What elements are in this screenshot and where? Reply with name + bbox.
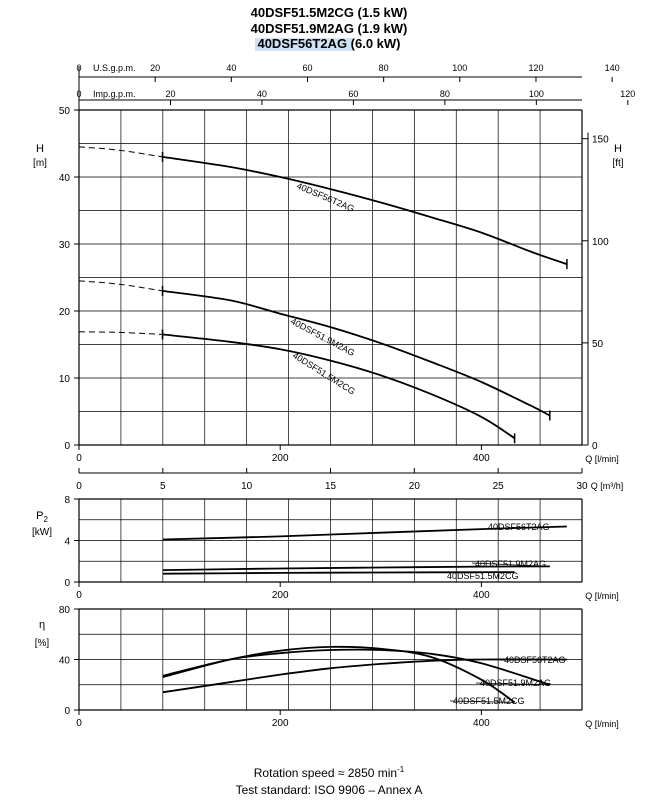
x-axis-label: Q [l/min] bbox=[585, 454, 619, 464]
head-curve-label: 40DSF51.5M2CG bbox=[290, 350, 357, 397]
head-yunit: [m] bbox=[33, 158, 47, 169]
x-axis-label: Q [l/min] bbox=[585, 591, 619, 601]
y-tick-label: 4 bbox=[64, 536, 70, 548]
power-curve-label: 40DSF56T2AG bbox=[488, 522, 550, 532]
x-tick-label: 400 bbox=[473, 718, 490, 729]
m3h-tick-label: 25 bbox=[492, 481, 504, 492]
y-tick-label: 80 bbox=[58, 605, 70, 616]
y-tick-label: 30 bbox=[58, 240, 70, 251]
title-line-2 bbox=[255, 36, 401, 51]
ft-tick-label: 50 bbox=[592, 338, 604, 350]
head-ylabel-right: H bbox=[614, 143, 622, 155]
y-tick-label: 50 bbox=[58, 106, 70, 117]
m3h-tick-label: 15 bbox=[324, 481, 337, 492]
head-curve-label: 40DSF51.9M2AG bbox=[289, 315, 357, 359]
m3h-tick-label: 30 bbox=[576, 481, 588, 492]
power-ylabel: $P_2$ bbox=[36, 510, 48, 524]
m3h-tick-label: 5 bbox=[160, 481, 166, 492]
x-tick-label: 400 bbox=[473, 590, 490, 601]
chart-title-0: 40DSF51.5M2CG (1.5 kW) bbox=[250, 5, 408, 20]
usgpm-tick-label: 100 bbox=[452, 63, 468, 73]
x-tick-label: 0 bbox=[76, 718, 82, 729]
impgpm-tick-label: 20 bbox=[165, 89, 176, 99]
ft-tick-label: 150 bbox=[592, 134, 609, 146]
title-line-1 bbox=[251, 21, 408, 36]
y-tick-label: 0 bbox=[64, 441, 70, 452]
power-curve-label: 40DSF51.5M2CG bbox=[447, 571, 519, 581]
rotation-speed-note bbox=[0, 765, 658, 780]
eff-curve-label: 40DSF51.9M2AG bbox=[480, 678, 552, 688]
usgpm-tick-label: 60 bbox=[302, 63, 313, 73]
x-tick-label: 200 bbox=[271, 453, 289, 464]
usgpm-tick-label: 120 bbox=[528, 63, 544, 73]
eff-curve-label: 40DSF56T2AG bbox=[504, 655, 566, 665]
ft-tick-label: 100 bbox=[592, 236, 609, 248]
test-standard-note: Test standard: ISO 9906 – Annex A bbox=[235, 783, 423, 797]
head-ylabel: H bbox=[36, 143, 44, 155]
impgpm-tick-label: 60 bbox=[348, 89, 359, 99]
m3h-tick-label: 20 bbox=[408, 481, 420, 492]
head-yunit-right: [ft] bbox=[612, 158, 624, 169]
x-tick-label: 0 bbox=[76, 590, 82, 601]
power-ylabel-sub: 2 bbox=[43, 515, 48, 524]
m3h-tick-label: 10 bbox=[241, 481, 253, 492]
m3h-tick-label: 0 bbox=[76, 481, 82, 492]
power-curve-label: 40DSF51.9M2AG bbox=[475, 559, 547, 569]
chart-title-2: 40DSF56T2AG (6.0 kW) bbox=[257, 36, 401, 51]
title-line-0 bbox=[251, 5, 408, 20]
x-axis-label: Q [l/min] bbox=[585, 719, 619, 729]
power-yunit: [kW] bbox=[32, 527, 52, 538]
y-tick-label: 0 bbox=[64, 706, 70, 717]
rotation-speed-text: Rotation speed ≈ 2850 min bbox=[253, 766, 398, 780]
usgpm-tick-label: 20 bbox=[150, 63, 161, 73]
impgpm-tick-label: 80 bbox=[439, 89, 450, 99]
x-tick-label: 200 bbox=[271, 718, 289, 729]
x-tick-label: 0 bbox=[76, 453, 82, 464]
eff-curve-40DSF51.5M2CG bbox=[163, 647, 515, 703]
y-tick-label: 0 bbox=[64, 578, 70, 589]
m3h-axis-label: Q [m³/h] bbox=[590, 481, 624, 491]
impgpm-label: Imp.g.p.m. bbox=[93, 89, 136, 99]
usgpm-tick-label: 80 bbox=[378, 63, 389, 73]
impgpm-tick-label: 100 bbox=[528, 89, 544, 99]
chart-title-1: 40DSF51.9M2AG (1.9 kW) bbox=[250, 21, 408, 36]
eff-curve-label: 40DSF51.5M2CG bbox=[453, 696, 525, 706]
rotation-speed-exponent: -1 bbox=[397, 765, 405, 774]
head-curve-40DSF51.9M2AG bbox=[163, 291, 550, 416]
y-tick-label: 10 bbox=[58, 374, 70, 385]
usgpm-tick-label: 140 bbox=[604, 63, 620, 73]
y-tick-label: 40 bbox=[58, 173, 70, 184]
impgpm-tick-label: 0 bbox=[76, 89, 82, 99]
x-tick-label: 400 bbox=[473, 453, 490, 464]
impgpm-tick-label: 120 bbox=[620, 89, 636, 99]
usgpm-tick-label: 0 bbox=[76, 63, 82, 73]
impgpm-tick-label: 40 bbox=[256, 89, 267, 99]
usgpm-label: U.S.g.p.m. bbox=[93, 63, 136, 73]
eff-yunit: [%] bbox=[34, 638, 50, 649]
usgpm-tick-label: 40 bbox=[226, 63, 237, 73]
y-tick-label: 20 bbox=[58, 307, 70, 318]
y-tick-label: 8 bbox=[64, 495, 70, 506]
x-tick-label: 200 bbox=[271, 590, 289, 601]
ft-tick-label: 0 bbox=[592, 441, 598, 452]
y-tick-label: 40 bbox=[58, 655, 70, 667]
head-curve-label: 40DSF56T2AG bbox=[295, 180, 356, 214]
grid-head bbox=[74, 110, 582, 450]
eff-ylabel: η bbox=[38, 619, 46, 631]
